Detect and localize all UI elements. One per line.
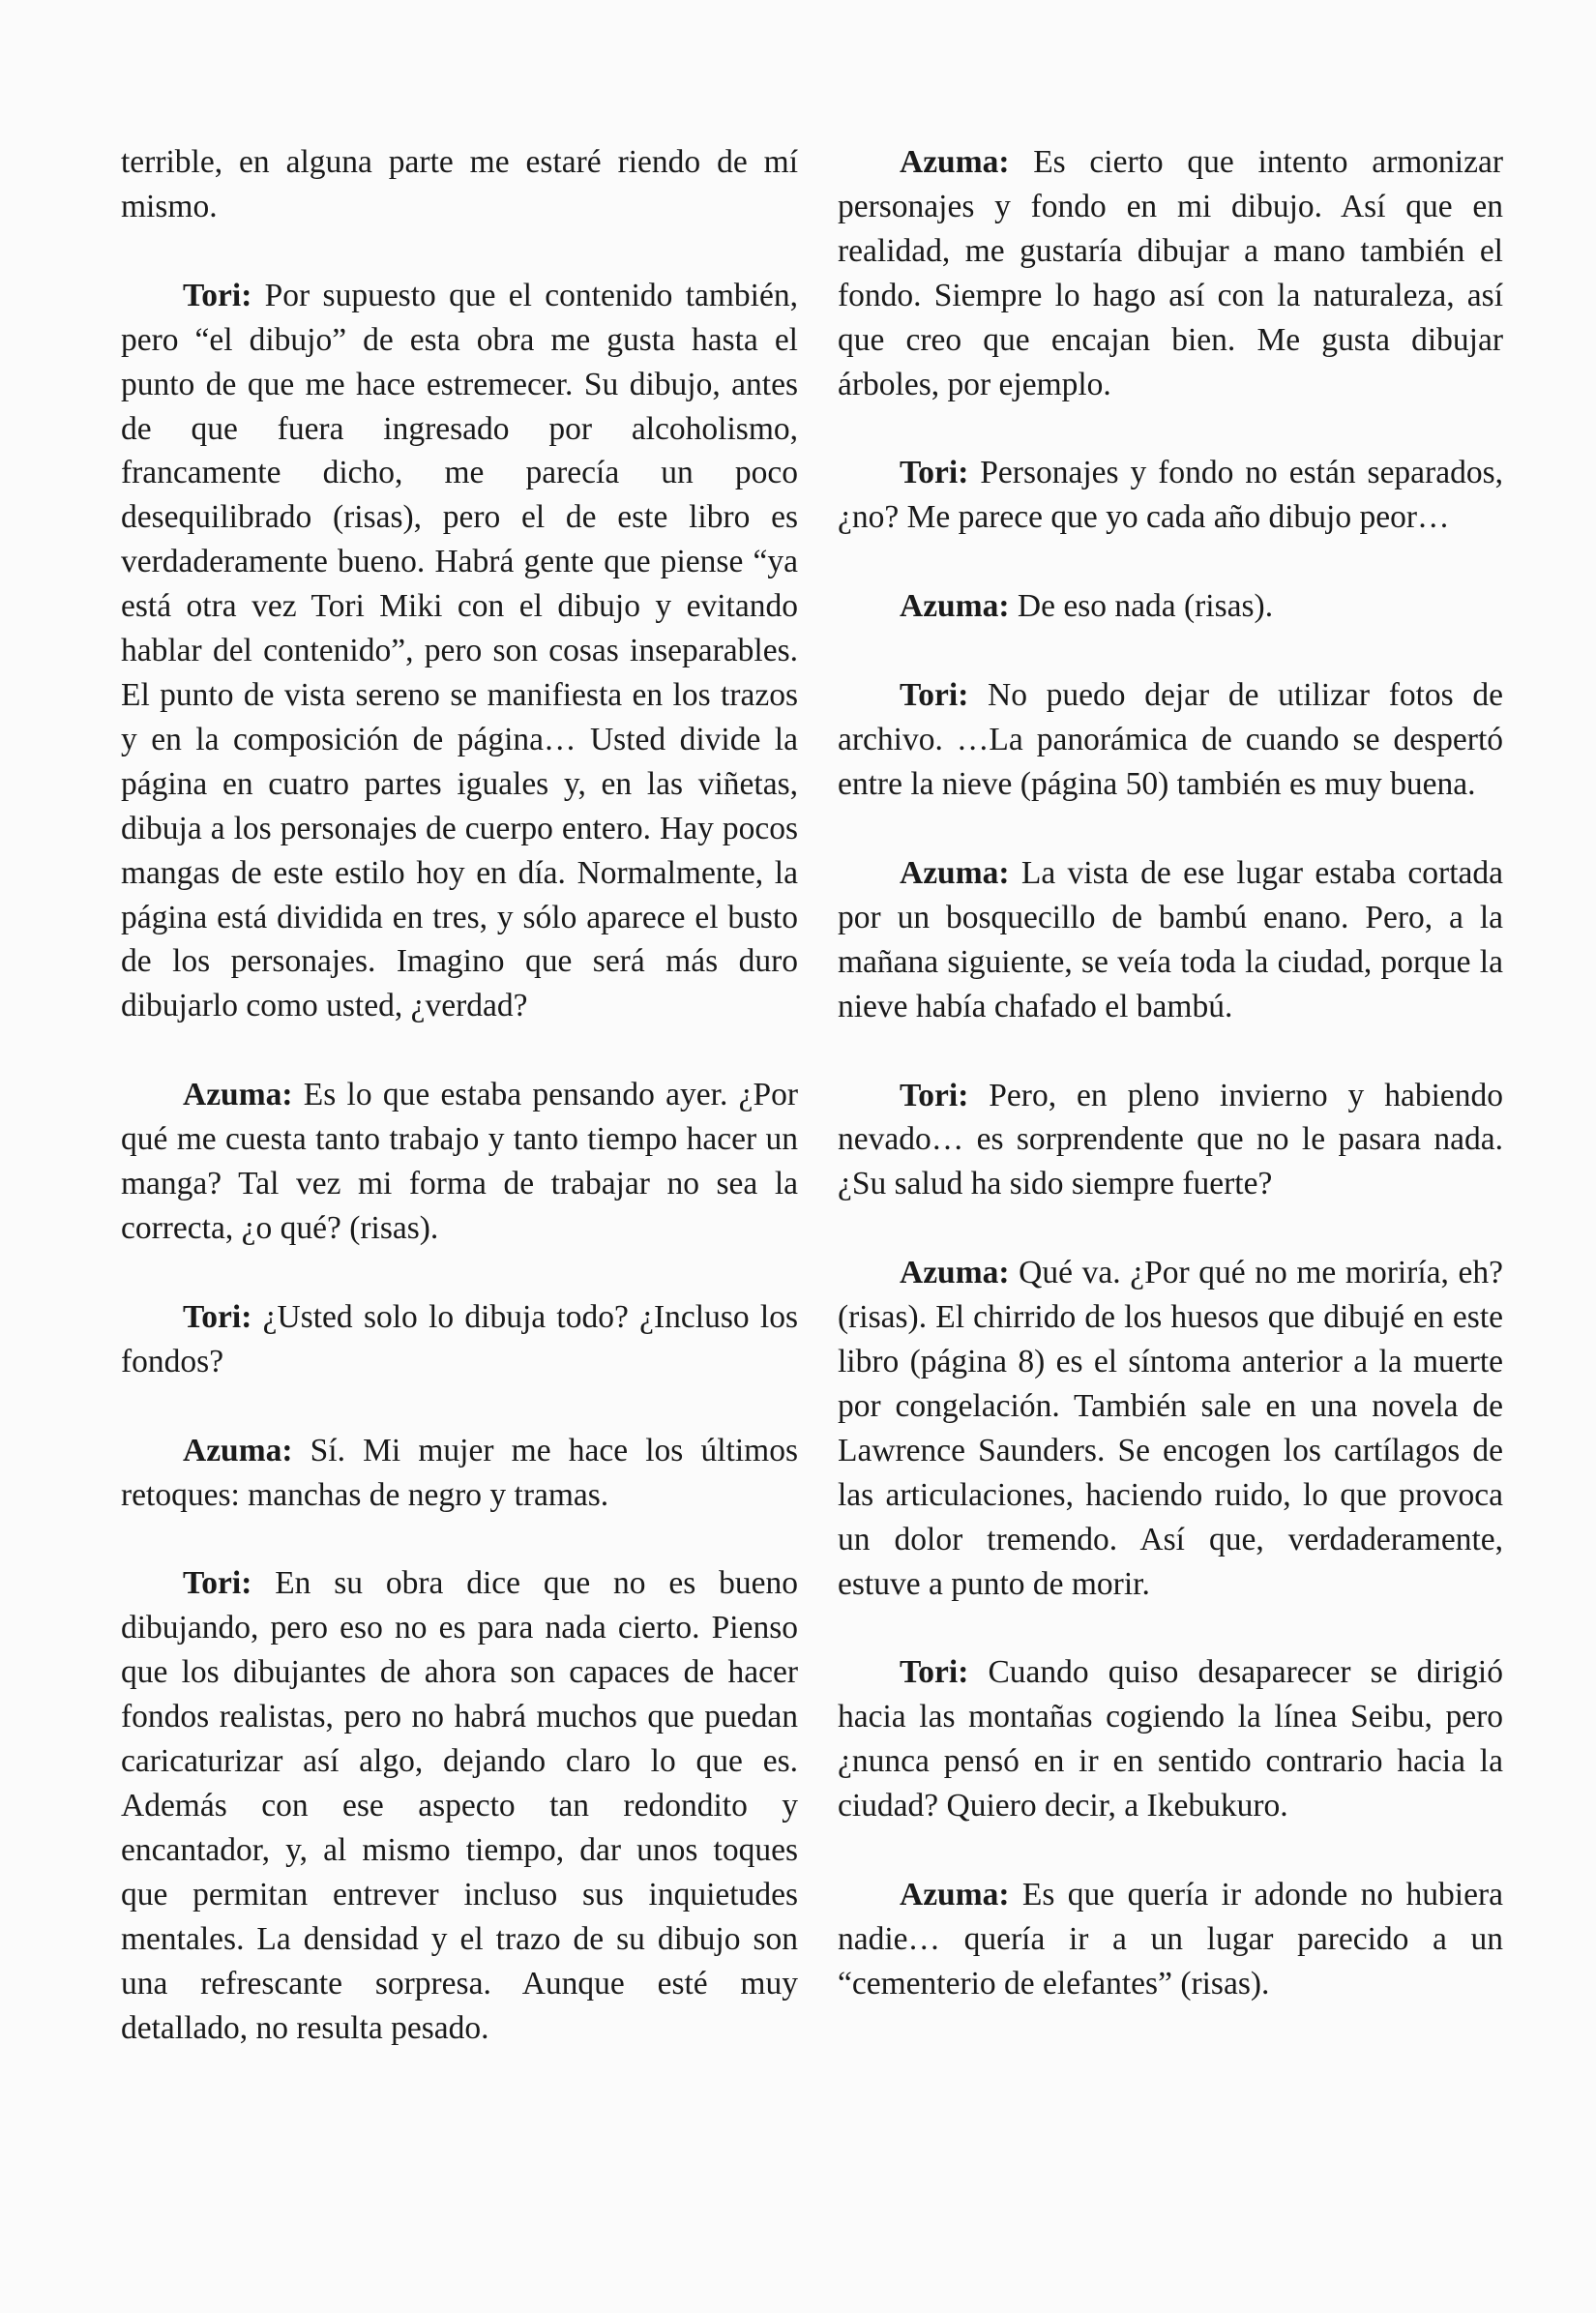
speaker-label: Azuma: — [900, 854, 1010, 891]
paragraph-text: Es que quería ir adonde no hubiera nadie… quería ir a un lugar parecido a un “cementerio de elefantes” (risas). — [838, 1877, 1503, 2002]
paragraph — [838, 1873, 1503, 2006]
paragraph — [121, 140, 798, 229]
paragraph — [121, 274, 798, 1028]
paragraph — [838, 451, 1503, 540]
paragraph-text: Es lo que estaba pensando ayer. ¿Por qué me cuesta tanto trabajo y tanto tiempo hacer un manga? Tal vez mi forma de trabajar no sea la correcta, ¿o qué? (risas). — [121, 1077, 798, 1246]
paragraph-text: Es cierto que intento armonizar personajes y fondo en mi dibujo. Así que en realidad, me gustaría dibujar a mano también el fondo. Siempre lo hago así con la naturaleza, así que creo que encajan bien. Me gusta dibujar árboles, por ejemplo. — [838, 144, 1503, 402]
speaker-label: Azuma: — [900, 588, 1010, 625]
speaker-label: Tori: — [183, 1565, 252, 1602]
paragraph-text: En su obra dice que no es bueno dibujando, pero eso no es para nada cierto. Pienso que los dibujantes de ahora son capaces de hacer fondos realistas, pero no habrá muchos que puedan caricaturizar así algo, dejando claro lo que es. Además con ese aspecto tan redondito y encantador, y, al mismo tiempo, dar unos toques que permitan entrever incluso sus inquietudes mentales. La densidad y el trazo de su dibujo son una refrescante sorpresa. Aunque esté muy detallado, no resulta pesado. — [121, 1565, 798, 2046]
paragraph-text: De eso nada (risas). — [1009, 588, 1274, 625]
paragraph — [121, 1561, 798, 2050]
paragraph-text: No puedo dejar de utilizar fotos de archivo. …La panorámica de cuando se despertó entre la nieve (página 50) también es muy buena. — [838, 677, 1503, 802]
speaker-label: Azuma: — [900, 144, 1010, 180]
left-column — [121, 140, 798, 2094]
paragraph — [121, 1295, 798, 1384]
paragraph-text: terrible, en alguna parte me estaré riendo de mí mismo. — [121, 144, 798, 224]
paragraph-text: ¿Usted solo lo dibuja todo? ¿Incluso los fondos? — [121, 1298, 798, 1379]
paragraph — [838, 584, 1503, 629]
paragraph — [838, 1074, 1503, 1207]
paragraph-text: Qué va. ¿Por qué no me moriría, eh? (risas). El chirrido de los huesos que dibujé en este libro (página 8) es el síntoma anterior a la muerte por congelación. También sale en una novela de Lawrence Saunders. Se encogen los cartílagos de las articulaciones, haciendo ruido, lo que provoca un dolor tremendo. Así que, verdaderamente, estuve a punto de morir. — [838, 1255, 1503, 1602]
paragraph-text: Por supuesto que el contenido también, pero “el dibujo” de esta obra me gusta hasta el punto de que me hace estremecer. Su dibujo, antes de que fuera ingresado por alcoholismo, francamente dicho, me parecía un poco desequilibrado (risas), pero el de este libro es verdaderamente bueno. Habrá gente que piense “ya está otra vez Tori Miki con el dibujo y evitando hablar del contenido”, pero son cosas inseparables. El punto de vista sereno se manifiesta en los trazos y en la composición de página… Usted divide la página en cuatro partes iguales y, en las viñetas, dibuja a los personajes de cuerpo entero. Hay pocos mangas de este estilo hoy en día. Normalmente, la página está dividida en tres, y sólo aparece el busto de los personajes. Imagino que será más duro dibujarlo como usted, ¿verdad? — [121, 277, 798, 1024]
speaker-label: Azuma: — [183, 1077, 293, 1113]
paragraph — [838, 1650, 1503, 1828]
paragraph-text: Pero, en pleno invierno y habiendo nevado… es sorprendente que no le pasara nada. ¿Su salud ha sido siempre fuerte? — [838, 1077, 1503, 1202]
speaker-label: Tori: — [183, 1298, 252, 1335]
speaker-label: Tori: — [900, 455, 969, 491]
paragraph — [121, 1429, 798, 1518]
paragraph-text: Cuando quiso desaparecer se dirigió hacia las montañas cogiendo la línea Seibu, pero ¿nunca pensó en ir en sentido contrario hacia la ciudad? Quiero decir, a Ikebukuro. — [838, 1654, 1503, 1824]
paragraph-text: La vista de ese lugar estaba cortada por un bosquecillo de bambú enano. Pero, a la mañana siguiente, se veía toda la ciudad, porque la nieve había chafado el bambú. — [838, 854, 1503, 1024]
speaker-label: Tori: — [900, 1654, 969, 1691]
speaker-label: Azuma: — [900, 1255, 1010, 1291]
paragraph — [838, 851, 1503, 1029]
paragraph — [121, 1073, 798, 1251]
paragraph — [838, 140, 1503, 406]
paragraph-text: Personajes y fondo no están separados, ¿no? Me parece que yo cada año dibujo peor… — [838, 455, 1503, 536]
speaker-label: Tori: — [900, 677, 969, 714]
speaker-label: Azuma: — [183, 1432, 293, 1468]
speaker-label: Azuma: — [900, 1877, 1010, 1913]
speaker-label: Tori: — [900, 1077, 969, 1113]
paragraph — [838, 1251, 1503, 1606]
right-column — [838, 140, 1503, 2051]
paragraph — [838, 673, 1503, 807]
paragraph-text: Sí. Mi mujer me hace los últimos retoques: manchas de negro y tramas. — [121, 1432, 798, 1513]
speaker-label: Tori: — [183, 277, 252, 313]
